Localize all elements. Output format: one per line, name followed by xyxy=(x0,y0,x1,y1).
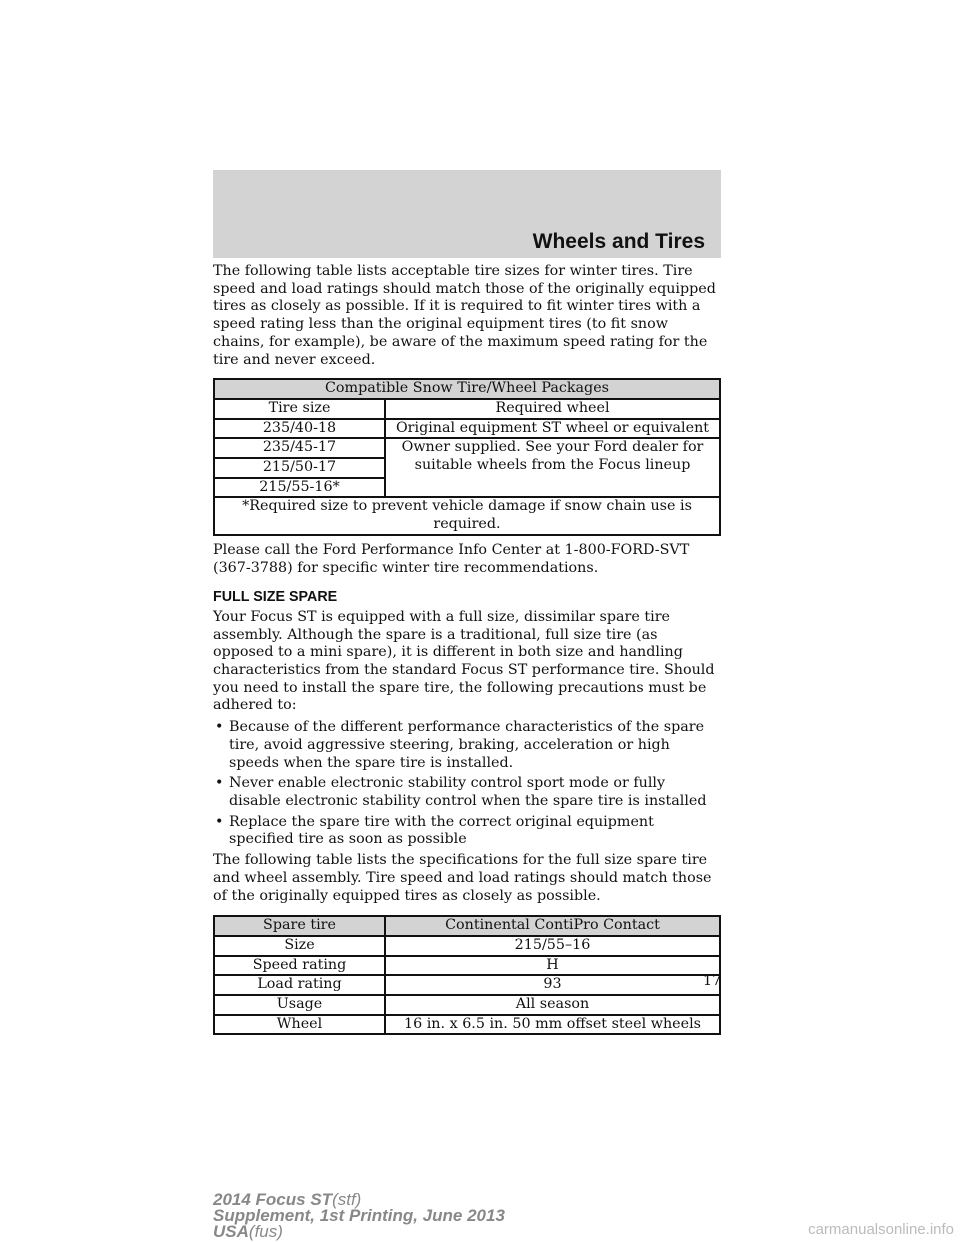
page-content xyxy=(213,263,721,1035)
table-row xyxy=(214,936,720,956)
spare-tire-value: Continental ContiPro Contact xyxy=(385,916,720,936)
required-wheel-cell: Owner supplied. See your Ford dealer for suitable wheels from the Focus lineup xyxy=(385,438,720,497)
table-footnote-row xyxy=(214,497,720,534)
table-row xyxy=(214,1015,720,1035)
snow-tire-table xyxy=(213,378,721,536)
intro-paragraph: The following table lists acceptable tire sizes for winter tires. Tire speed and load ratings should match those of the originally equipped tires as closely as possible. If it is required to fit winter tires with a speed rating less than the original equipment tires (to fit snow chains, for example), be aware of the maximum speed rating for the tire and never exceed. xyxy=(213,263,716,368)
spec-label: Wheel xyxy=(214,1015,385,1035)
table-title-row xyxy=(214,379,720,399)
column-header-required-wheel: Required wheel xyxy=(385,399,720,419)
spec-paragraph: The following table lists the specifications for the full size spare tire and wheel assembly. Tire speed and load ratings should match those of the originally equipped tires as closely as possible. xyxy=(213,852,712,904)
list-item-text: Never enable electronic stability control sport mode or fully disable electronic stability control when the spare tire is installed xyxy=(229,775,707,809)
footer xyxy=(213,1192,505,1240)
column-header-tire-size: Tire size xyxy=(214,399,385,419)
spec-label: Load rating xyxy=(214,975,385,995)
spec-value: All season xyxy=(385,995,720,1015)
spec-value: 215/55–16 xyxy=(385,936,720,956)
spec-value: 93 xyxy=(385,975,720,995)
footer-model-code: (stf) xyxy=(332,1190,362,1209)
required-wheel-cell: Original equipment ST wheel or equivalent xyxy=(385,419,720,439)
bullet-icon: • xyxy=(215,813,224,830)
footer-model: 2014 Focus ST xyxy=(213,1190,333,1209)
list-item xyxy=(213,719,721,772)
table-header-row xyxy=(214,916,720,936)
spare-paragraph: Your Focus ST is equipped with a full size, dissimilar spare tire assembly. Although the spare is a traditional, full size tire (as opposed to a mini spare), it is different in both size and handling characteristics from the standard Focus ST performance tire. Should you need to install the spare tire, the following precautions must be adhered to: xyxy=(213,608,715,714)
footer-region: USA xyxy=(213,1222,249,1241)
table-title: Compatible Snow Tire/Wheel Packages xyxy=(214,379,720,399)
call-paragraph: Please call the Ford Performance Info Center at 1-800-FORD-SVT (367-3788) for specific winter tire recommendations. xyxy=(213,541,690,576)
bullet-icon: • xyxy=(215,775,224,792)
table-row xyxy=(214,995,720,1015)
table-header-row xyxy=(214,399,720,419)
section-title: Wheels and Tires xyxy=(532,230,705,253)
tire-size-cell: 215/50-17 xyxy=(214,458,385,478)
table-row xyxy=(214,975,720,995)
table-row xyxy=(214,419,720,439)
spare-tire-table xyxy=(213,915,721,1035)
spec-label: Usage xyxy=(214,995,385,1015)
tire-size-cell: 235/45-17 xyxy=(214,438,385,458)
list-item-text: Because of the different performance characteristics of the spare tire, avoid aggressive steering, braking, acceleration or high speeds when the spare tire is installed. xyxy=(229,719,705,771)
footer-region-code: (fus) xyxy=(248,1222,283,1241)
list-item xyxy=(213,814,721,849)
list-item-text: Replace the spare tire with the correct original equipment specified tire as soon as possible xyxy=(229,813,654,848)
page-number: 17 xyxy=(703,973,722,989)
watermark: carmanualsonline.info xyxy=(808,1221,954,1238)
spec-value: 16 in. x 6.5 in. 50 mm offset steel wheels xyxy=(385,1015,720,1035)
footer-region-line xyxy=(213,1224,505,1240)
precautions-list xyxy=(213,719,721,849)
bullet-icon: • xyxy=(215,719,224,736)
spec-label: Size xyxy=(214,936,385,956)
tire-size-cell: 215/55-16* xyxy=(214,478,385,498)
table-row xyxy=(214,438,720,458)
tire-size-cell: 235/40-18 xyxy=(214,419,385,439)
list-item xyxy=(213,775,721,810)
spec-label: Speed rating xyxy=(214,956,385,976)
table-row xyxy=(214,956,720,976)
header-band xyxy=(213,170,721,258)
spec-value: H xyxy=(385,956,720,976)
table-footnote: *Required size to prevent vehicle damage if snow chain use is required. xyxy=(214,497,720,534)
section-heading: FULL SIZE SPARE xyxy=(213,589,338,606)
spare-tire-label: Spare tire xyxy=(214,916,385,936)
footer-printing: Supplement, 1st Printing, June 2013 xyxy=(213,1206,505,1225)
